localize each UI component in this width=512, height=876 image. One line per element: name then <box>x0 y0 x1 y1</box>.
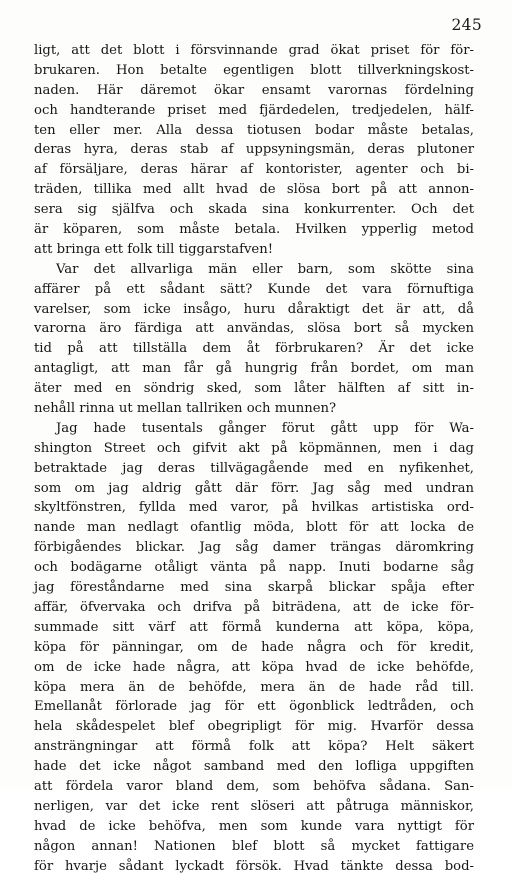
text-line: skyltfönstren, fyllda med varor, på hvilkas artistiska ord- <box>34 500 474 516</box>
text-line: summade sitt värf att förmå kunderna att köpa, köpa, <box>34 619 474 635</box>
text-line: Jag hade tusentals gånger förut gått upp för Wa- <box>56 420 474 436</box>
text-line: Var det allvarliga män eller barn, som skötte sina <box>56 261 474 277</box>
text-line: nerligen, var det icke rent slöseri att påtruga människor, <box>34 798 474 814</box>
text-line: ligt, att det blott i försvinnande grad ökat priset för för- <box>34 43 474 58</box>
text-line: och handterande priset med fjärdedelen, tredjedelen, hälf- <box>34 102 474 118</box>
text-line: affärer på ett sådant sätt? Kunde det vara förnuftiga <box>34 281 474 297</box>
text-line: någon annan! Nationen blef blott så mycket fattigare <box>34 838 474 854</box>
text-line: är köparen, som måste betala. Hvilken ypperlig metod <box>34 222 474 238</box>
text-line: och bodägarne otåligt vänta på napp. Inuti bodarne såg <box>34 560 474 576</box>
text-line: om de icke hade några, att köpa hvad de icke behöfde, <box>34 659 474 675</box>
text-line: nehåll rinna ut mellan tallriken och munnen? <box>34 401 337 417</box>
text-line: köpa mera än de behöfde, mera än de hade råd till. <box>34 679 474 695</box>
text-line: ansträngningar att förmå folk att köpa? Helt säkert <box>34 739 474 755</box>
text-line: affär, öfvervaka och drifva på biträdena, att de icke för- <box>34 599 474 615</box>
text-line: att bringa ett folk till tiggarstafven! <box>34 241 273 257</box>
text-line: hvad de icke behöfva, men som kunde vara nyttigt för <box>34 818 474 834</box>
text-line: tid på att tillställa dem åt förbrukaren? Är det icke <box>34 341 474 357</box>
text-line: sera sig själfva och skada sina konkurrenter. Och det <box>34 202 474 218</box>
text-line: hela skådespelet blef obegripligt för mig. Hvarför dessa <box>34 719 474 735</box>
body-text <box>34 41 474 876</box>
text-line: Emellanåt förlorade jag för ett ögonblick ledtråden, och <box>34 699 474 715</box>
text-line: af försäljare, deras härar af kontorister, agenter och bi- <box>34 162 474 178</box>
text-line: varorna äro färdiga att användas, slösa bort så mycken <box>34 321 474 337</box>
text-line: naden. Här däremot ökar ensamt varornas fördelning <box>34 82 474 98</box>
text-line: ten eller mer. Alla dessa tiotusen bodar måste betalas, <box>34 122 474 138</box>
text-line: träden, tillika med allt hvad de slösa bort på att annon- <box>34 182 474 198</box>
text-line: köpa för pänningar, om de hade några och för kredit, <box>34 639 474 655</box>
text-line: brukaren. Hon betalte egentligen blott tillverkningskost- <box>34 62 474 78</box>
page-number: 245 <box>451 16 482 34</box>
text-line: antagligt, att man får gå hungrig från bordet, om man <box>34 361 474 377</box>
text-line: shington Street och gifvit akt på köpmännen, men i dag <box>34 440 474 456</box>
text-line: varelser, som icke insågo, huru dåraktigt det är att, då <box>34 301 474 317</box>
text-line: jag föreståndarne med sina skarpå blickar spåja efter <box>34 580 474 596</box>
text-line: hade det icke något samband med den lofliga uppgiften <box>34 759 474 775</box>
text-line: deras hyra, deras stab af uppsyningsmän, deras plutoner <box>34 142 474 158</box>
text-line: för hvarje sådant lyckadt försök. Hvad tänkte dessa bod- <box>34 858 474 874</box>
text-line: äter med en söndrig sked, som låter hälften af sitt in- <box>34 381 474 397</box>
text-line: att fördela varor bland dem, som behöfva sådana. San- <box>34 778 474 794</box>
text-line: betraktade jag deras tillvägagående med en nyfikenhet, <box>34 460 474 476</box>
text-line: nande man nedlagt ofantlig möda, blott för att locka de <box>34 520 474 536</box>
text-line: förbigåendes blickar. Jag såg damer trängas däromkring <box>34 540 474 556</box>
text-line: som om jag aldrig gått där förr. Jag såg med undran <box>34 480 474 496</box>
